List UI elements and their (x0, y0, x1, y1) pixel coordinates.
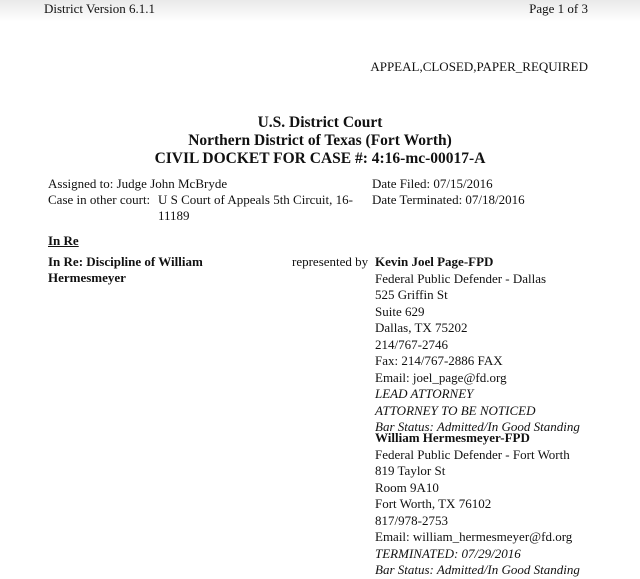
attorney-office: Federal Public Defender - Dallas (375, 270, 547, 286)
attorney-bar-status: Bar Status: Admitted/In Good Standing (375, 419, 580, 434)
attorney-email: Email: william_hermesmeyer@fd.org (375, 529, 573, 544)
attorney-role: LEAD ATTORNEY (375, 386, 474, 401)
attorney-name: William Hermesmeyer-FPD (375, 430, 530, 445)
page-indicator: Page 1 of 3 (529, 1, 588, 16)
attorney-terminated: TERMINATED: 07/29/2016 (375, 545, 521, 561)
version-label: District Version 6.1.1 (44, 1, 155, 16)
party-section-heading (48, 233, 79, 249)
party-section-text: In Re (48, 233, 79, 248)
attorney-notice: ATTORNEY TO BE NOTICED (375, 402, 536, 418)
date-terminated: Date Terminated: 07/18/2016 (372, 192, 525, 207)
attorney-block (375, 430, 580, 579)
party-name-cont: Hermesmeyer (48, 270, 126, 285)
court-name: U.S. District Court (257, 114, 383, 131)
represented-by-label: represented by (292, 254, 369, 269)
case-flags: APPEAL,CLOSED,PAPER_REQUIRED (370, 59, 588, 74)
attorney-name: Kevin Joel Page-FPD (375, 254, 494, 269)
attorney-fax: Fax: 214/767-2886 FAX (375, 353, 503, 368)
attorney-city: Fort Worth, TX 76102 (375, 496, 492, 511)
other-court-label: Case in other court: (48, 192, 151, 207)
attorney-room: Room 9A10 (375, 479, 439, 495)
attorney-phone: 214/767-2746 (375, 336, 448, 352)
attorney-bar-status: Bar Status: Admitted/In Good Standing (375, 562, 580, 577)
other-court-value: U S Court of Appeals 5th Circuit, 16- (158, 192, 353, 207)
assigned-judge: Assigned to: Judge John McBryde (48, 176, 228, 191)
district-name: Northern District of Texas (Fort Worth) (188, 132, 452, 149)
date-filed: Date Filed: 07/15/2016 (372, 176, 493, 191)
attorney-block (375, 254, 580, 436)
docket-title: CIVIL DOCKET FOR CASE #: 4:16-mc-00017-A (154, 150, 486, 167)
attorney-street: 525 Griffin St (375, 287, 448, 302)
party-name: In Re: Discipline of William (48, 254, 203, 269)
attorney-suite: Suite 629 (375, 303, 425, 319)
other-court-value-cont: 11189 (158, 208, 190, 223)
attorney-phone: 817/978-2753 (375, 512, 448, 528)
attorney-email: Email: joel_page@fd.org (375, 369, 507, 385)
attorney-street: 819 Taylor St (375, 463, 446, 478)
attorney-office: Federal Public Defender - Fort Worth (375, 446, 570, 462)
attorney-city: Dallas, TX 75202 (375, 320, 468, 335)
